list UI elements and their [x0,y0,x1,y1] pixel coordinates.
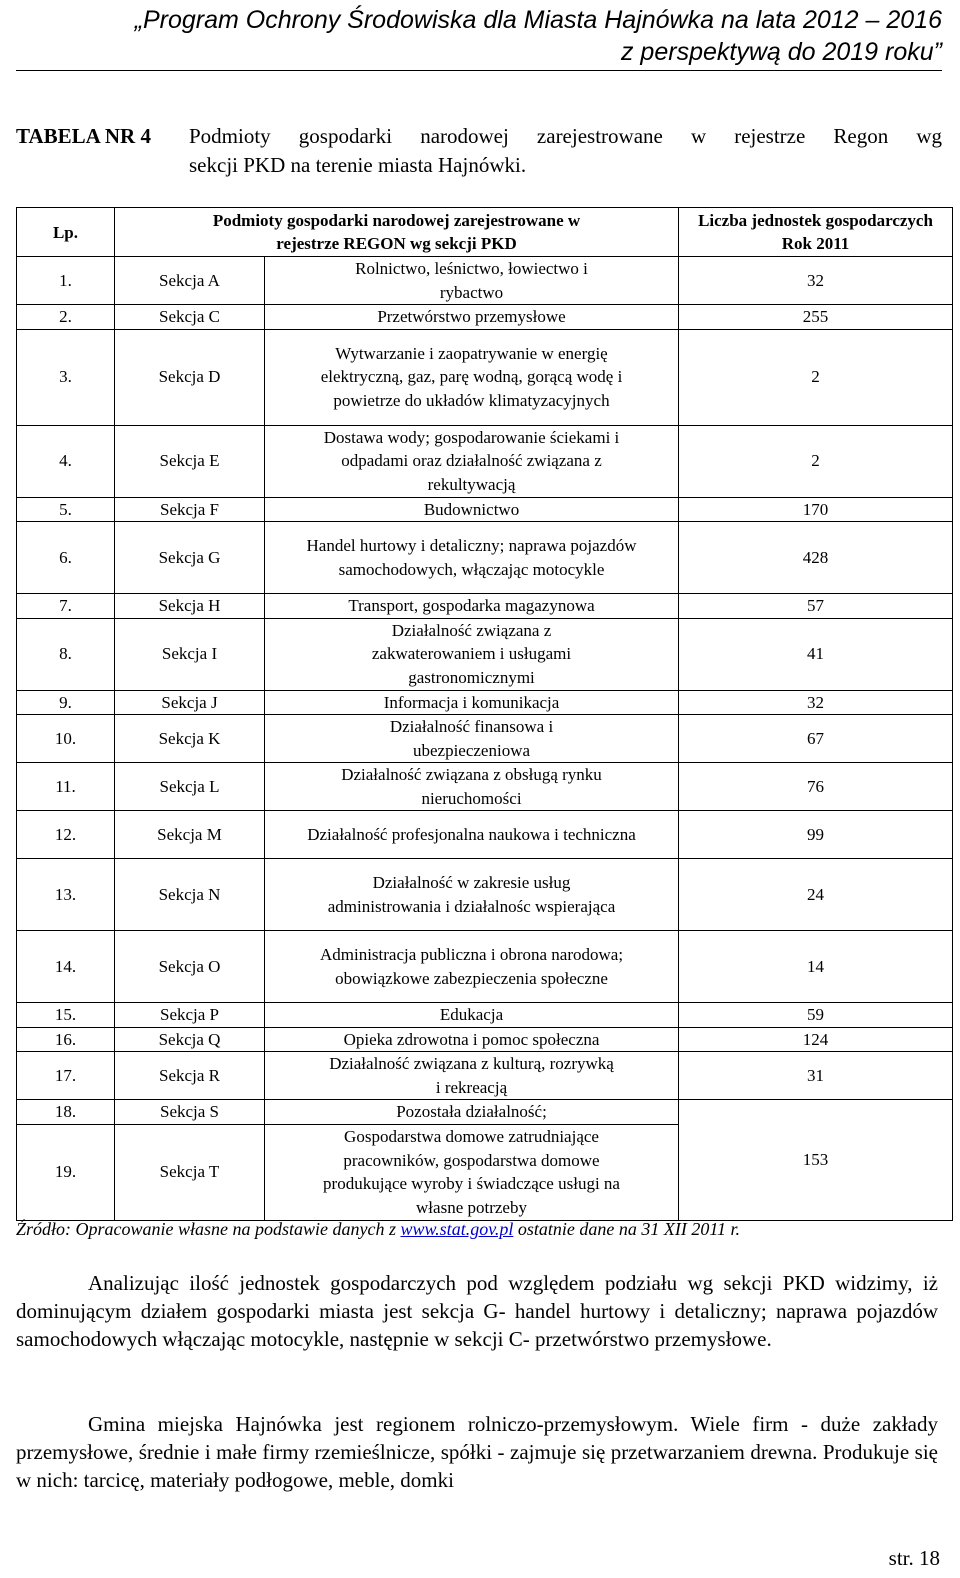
row-lp: 9. [17,690,115,715]
row-count: 32 [679,690,953,715]
paragraph-2-text: Gmina miejska Hajnówka jest regionem rolniczo-przemysłowym. Wiele firm - duże zakłady przemysłowe, średnie i małe firmy rzemieślnicze, spółki - zajmuje się przetwarzaniem drewna. Produkuje się w nich: tarcicę, materiały podłogowe, meble, domki [16,1412,938,1492]
row-section: Sekcja T [115,1124,265,1220]
table-row [17,931,953,1003]
row-section: Sekcja N [115,859,265,931]
header-divider [16,70,942,71]
row-section: Sekcja Q [115,1027,265,1052]
source-suffix: ostatnie dane na 31 XII 2011 r. [513,1219,740,1239]
row-count: 170 [679,497,953,522]
row-count: 14 [679,931,953,1003]
row-description: Działalność finansowa i ubezpieczeniowa [265,715,679,763]
row-count: 2 [679,425,953,497]
row-lp: 7. [17,594,115,619]
row-lp: 11. [17,763,115,811]
table-row [17,522,953,594]
row-section: Sekcja D [115,329,265,425]
row-count: 24 [679,859,953,931]
table-caption-label: TABELA NR 4 [16,124,151,148]
row-description: Dostawa wody; gospodarowanie ściekami i odpadami oraz działalność związana z rekultywacją [265,425,679,497]
body-paragraph-2 [16,1410,938,1494]
header-title-line1: „Program Ochrony Środowiska dla Miasta Hajnówka na lata 2012 – 2016 [134,6,942,34]
document-header [16,4,942,68]
source-link[interactable]: www.stat.gov.pl [400,1219,514,1239]
table-row [17,425,953,497]
row-count: 76 [679,763,953,811]
table-row [17,690,953,715]
table-row [17,1027,953,1052]
row-lp: 18. [17,1100,115,1125]
header-lp: Lp. [17,208,115,257]
header-title-line2: z perspektywą do 2019 roku” [620,38,942,66]
row-count: 59 [679,1003,953,1028]
row-section: Sekcja M [115,811,265,859]
table-source-note [16,1217,740,1241]
row-lp: 10. [17,715,115,763]
row-count: 428 [679,522,953,594]
table-row [17,329,953,425]
table-row [17,305,953,330]
row-description: Transport, gospodarka magazynowa [265,594,679,619]
row-count: 255 [679,305,953,330]
row-lp: 15. [17,1003,115,1028]
row-lp: 12. [17,811,115,859]
row-count: 57 [679,594,953,619]
table-row [17,1052,953,1100]
row-section: Sekcja P [115,1003,265,1028]
row-count: 41 [679,618,953,690]
row-lp: 3. [17,329,115,425]
row-lp: 8. [17,618,115,690]
row-section: Sekcja K [115,715,265,763]
table-caption [16,122,942,180]
table-row [17,1003,953,1028]
header-liczba: Liczba jednostek gospodarczych Rok 2011 [679,208,953,257]
row-lp: 1. [17,257,115,305]
table-row [17,811,953,859]
row-description: Działalność w zakresie usług administrowania i działalnośc wspierająca [265,859,679,931]
table-row [17,594,953,619]
row-description: Działalność związana z kulturą, rozrywką i rekreacją [265,1052,679,1100]
row-section: Sekcja A [115,257,265,305]
row-count: 67 [679,715,953,763]
row-section: Sekcja C [115,305,265,330]
row-lp: 17. [17,1052,115,1100]
table-header-row [17,208,953,257]
paragraph-1-text: Analizując ilość jednostek gospodarczych pod względem podziału wg sekcji PKD widzimy, iż dominującym działem gospodarki miasta jest sekcja G- handel hurtowy i detaliczny; naprawa pojazdów samochodowych włączając motocykle, następnie w sekcji C- przetwórstwo przemysłowe. [16,1271,938,1351]
page-number: str. 18 [888,1546,940,1570]
row-lp: 13. [17,859,115,931]
table-caption-text-line2: sekcji PKD na terenie miasta Hajnówki. [189,153,527,177]
row-description: Administracja publiczna i obrona narodowa; obowiązkowe zabezpieczenia społeczne [265,931,679,1003]
row-count: 2 [679,329,953,425]
table-row [17,618,953,690]
row-section: Sekcja I [115,618,265,690]
row-count: 32 [679,257,953,305]
row-section: Sekcja S [115,1100,265,1125]
row-lp: 16. [17,1027,115,1052]
table-row [17,763,953,811]
pkd-table [16,207,953,1221]
row-section: Sekcja E [115,425,265,497]
row-lp: 6. [17,522,115,594]
row-description: Budownictwo [265,497,679,522]
row-count: 124 [679,1027,953,1052]
table-row [17,715,953,763]
row-description: Działalność profesjonalna naukowa i techniczna [265,811,679,859]
row-lp: 2. [17,305,115,330]
row-count: 31 [679,1052,953,1100]
row-lp: 4. [17,425,115,497]
row-description: Pozostała działalność; [265,1100,679,1125]
row-count-merged: 153 [679,1100,953,1221]
row-lp: 5. [17,497,115,522]
row-section: Sekcja G [115,522,265,594]
row-description: Działalność związana z zakwaterowaniem i usługami gastronomicznymi [265,618,679,690]
source-prefix: Źródło: Opracowanie własne na podstawie danych z [16,1219,401,1239]
row-section: Sekcja H [115,594,265,619]
table-row [17,497,953,522]
row-description: Działalność związana z obsługą rynku nieruchomości [265,763,679,811]
table-row [17,1100,953,1125]
row-count: 99 [679,811,953,859]
row-section: Sekcja J [115,690,265,715]
row-section: Sekcja R [115,1052,265,1100]
row-section: Sekcja O [115,931,265,1003]
row-description: Gospodarstwa domowe zatrudniające pracowników, gospodarstwa domowe produkujące wyroby i świadczące usługi na własne potrzeby [265,1124,679,1220]
row-description: Edukacja [265,1003,679,1028]
row-description: Informacja i komunikacja [265,690,679,715]
row-description: Opieka zdrowotna i pomoc społeczna [265,1027,679,1052]
row-description: Rolnictwo, leśnictwo, łowiectwo i rybactwo [265,257,679,305]
row-description: Wytwarzanie i zaopatrywanie w energię elektryczną, gaz, parę wodną, gorącą wodę i powietrze do układów klimatyzacyjnych [265,329,679,425]
table-row [17,859,953,931]
table-caption-text-line1: Podmioty gospodarki narodowej zarejestrowane w rejestrze Regon wg [189,124,942,148]
header-podmioty: Podmioty gospodarki narodowej zarejestrowane w rejestrze REGON wg sekcji PKD [115,208,679,257]
row-section: Sekcja L [115,763,265,811]
row-description: Handel hurtowy i detaliczny; naprawa pojazdów samochodowych, włączając motocykle [265,522,679,594]
body-paragraph-1 [16,1269,938,1353]
row-lp: 19. [17,1124,115,1220]
row-lp: 14. [17,931,115,1003]
row-description: Przetwórstwo przemysłowe [265,305,679,330]
row-section: Sekcja F [115,497,265,522]
table-row [17,257,953,305]
